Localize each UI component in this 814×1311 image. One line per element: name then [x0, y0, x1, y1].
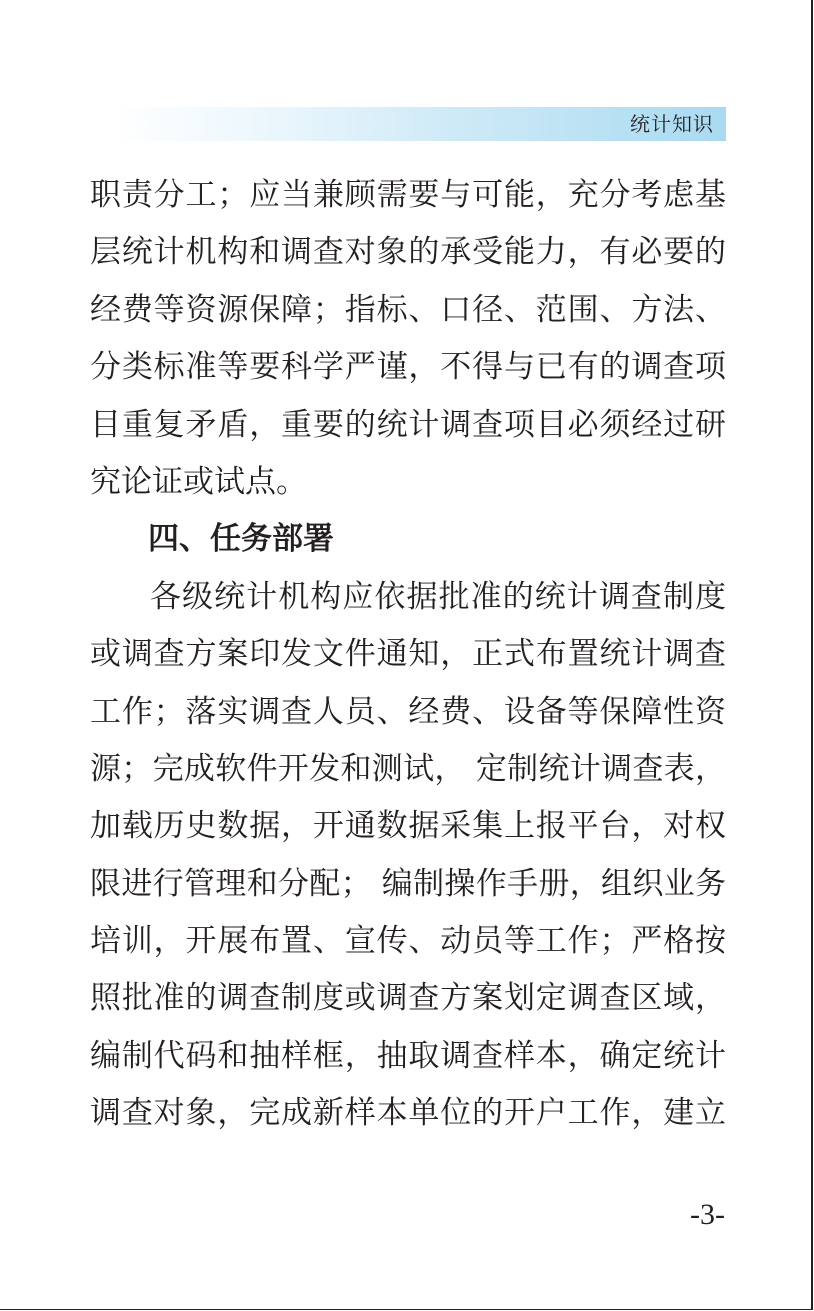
- paragraph-line: 经费等资源保障；指标、口径、范围、方法、: [90, 291, 726, 328]
- paragraph-line: 编制代码和抽样框，抽取调查样本，确定统计: [90, 1037, 726, 1074]
- paragraph-line: 究论证或试点。: [90, 463, 307, 500]
- section-header-band: [112, 107, 726, 141]
- paragraph-line: 源；完成软件开发和测试， 定制统计调查表，: [90, 750, 726, 787]
- paragraph-line: 调查对象，完成新样本单位的开户工作，建立: [90, 1095, 726, 1132]
- paragraph-line: 目重复矛盾，重要的统计调查项目必须经过研: [90, 406, 726, 443]
- paragraph-line: 层统计机构和调查对象的承受能力，有必要的: [90, 234, 726, 271]
- paragraph-line: 照批准的调查制度或调查方案划定调查区域，: [90, 980, 726, 1017]
- section-heading: 四、任务部署: [148, 521, 334, 558]
- paragraph-line: 工作；落实调查人员、经费、设备等保障性资: [90, 693, 726, 730]
- paragraph-line: 培训，开展布置、宣传、动员等工作；严格按: [90, 923, 726, 960]
- paragraph-line: 职责分工；应当兼顾需要与可能，充分考虑基: [90, 177, 726, 213]
- page-number: -3-: [690, 1198, 725, 1231]
- paragraph-line: 分类标准等要科学严谨，不得与已有的调查项: [90, 349, 726, 386]
- paragraph-line: 限进行管理和分配； 编制操作手册，组织业务: [90, 865, 726, 902]
- paragraph-line: 加载历史数据，开通数据采集上报平台，对权: [90, 808, 726, 845]
- section-header-title: 统计知识: [630, 112, 714, 136]
- paragraph-line: 或调查方案印发文件通知，正式布置统计调查: [90, 636, 726, 673]
- paragraph-line: 各级统计机构应依据批准的统计调查制度: [150, 578, 726, 615]
- body-text: [90, 167, 726, 1143]
